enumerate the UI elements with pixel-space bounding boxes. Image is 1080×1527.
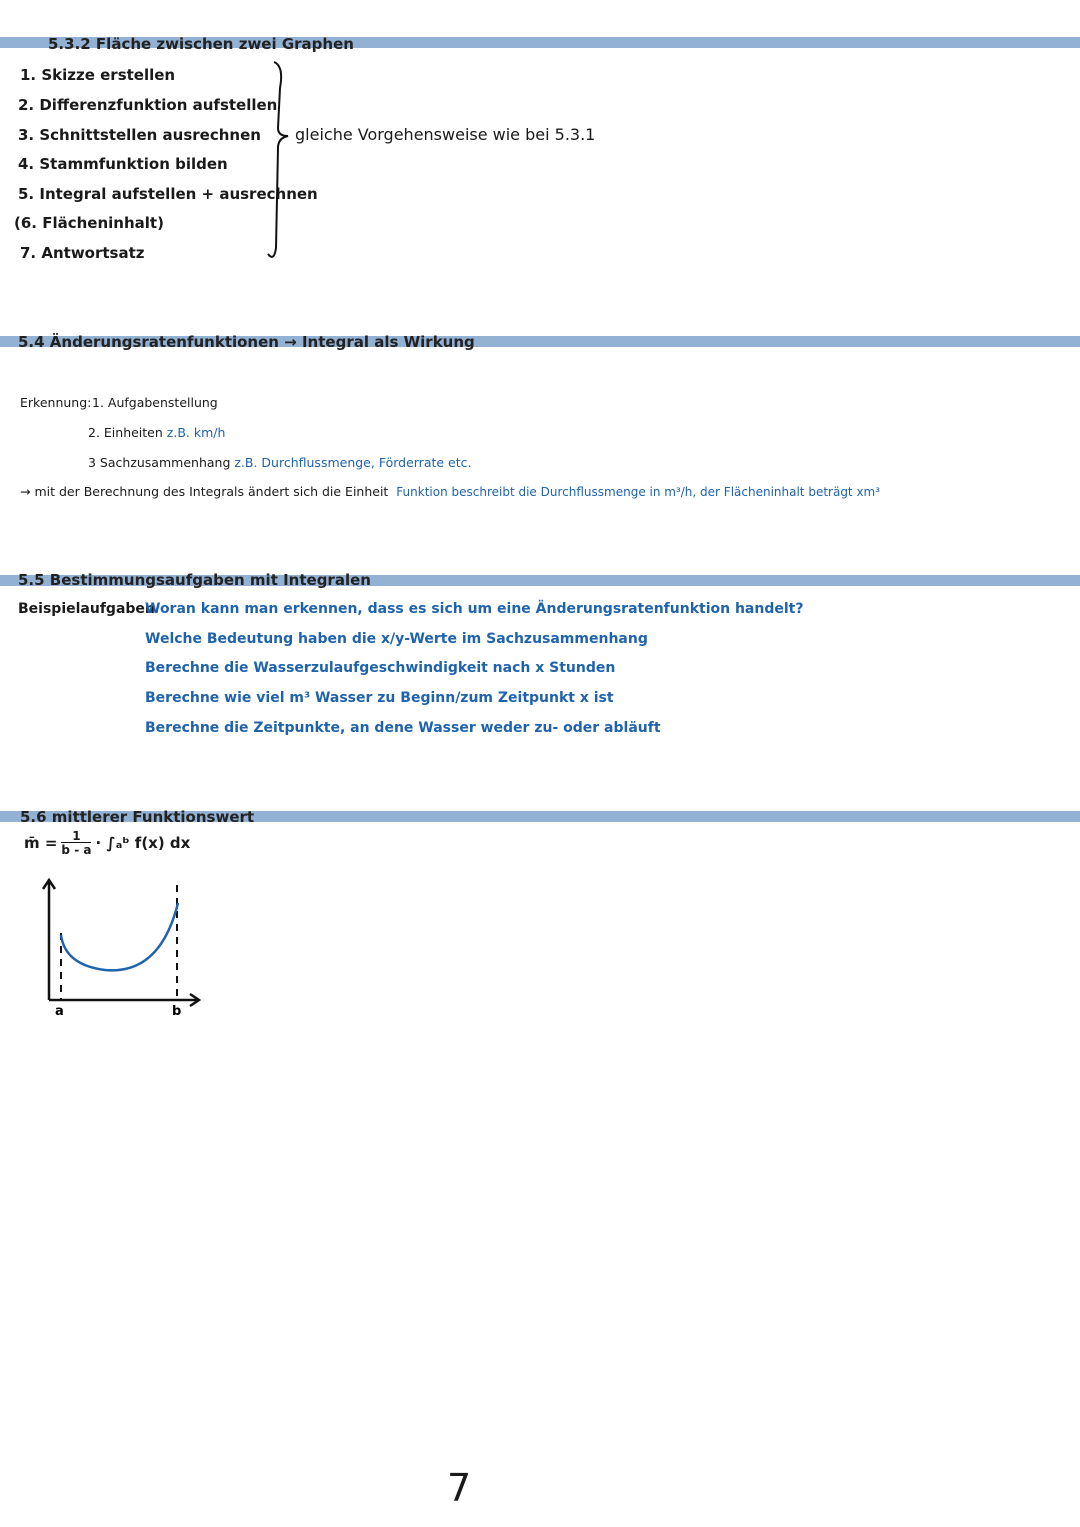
formula-denominator: b - a: [61, 843, 92, 857]
item-text: 2. Einheiten: [88, 425, 163, 440]
mean-value-formula: [24, 830, 190, 856]
curly-brace-icon: [262, 58, 292, 264]
section-title-54: 5.4 Änderungsratenfunktionen → Integral als Wirkung: [18, 333, 475, 351]
erkennung-label: Erkennung:: [20, 395, 92, 410]
question: Berechne die Zeitpunkte, an dene Wasser weder zu- oder abläuft: [145, 720, 661, 736]
axis-label-b: b: [172, 1004, 182, 1019]
item-example: z.B. Durchflussmenge, Förderrate etc.: [234, 455, 472, 470]
item-text: 1. Aufgabenstellung: [92, 395, 218, 410]
formula-integral: · ∫ₐᵇ f(x) dx: [95, 834, 191, 852]
page-number: 7: [447, 1466, 472, 1510]
item-example: z.B. km/h: [166, 425, 226, 440]
bound-lines: [61, 885, 177, 1000]
beispiel-label: Beispielaufgaben: [18, 601, 155, 617]
step: 3. Schnittstellen ausrechnen: [18, 126, 261, 144]
section-title-532: 5.3.2 Fläche zwischen zwei Graphen: [48, 35, 354, 53]
y-axis: [43, 880, 55, 1000]
brace-note: gleiche Vorgehensweise wie bei 5.3.1: [295, 125, 596, 144]
mean-value-sketch: [35, 875, 210, 1020]
function-curve: [61, 903, 178, 970]
formula-lhs: m̄ =: [24, 834, 58, 852]
section-title-56: 5.6 mittlerer Funktionswert: [20, 808, 255, 826]
step: 4. Stammfunktion bilden: [18, 155, 228, 173]
step: 5. Integral aufstellen + ausrechnen: [18, 185, 318, 203]
arrow-text: → mit der Berechnung des Integrals ändert sich die Einheit: [20, 484, 389, 499]
step: 1. Skizze erstellen: [20, 66, 176, 84]
step: (6. Flächeninhalt): [14, 214, 164, 232]
question: Berechne die Wasserzulaufgeschwindigkeit nach x Stunden: [145, 660, 616, 676]
step: 7. Antwortsatz: [20, 244, 145, 262]
section-title-55: 5.5 Bestimmungsaufgaben mit Integralen: [18, 571, 371, 589]
arrow-example: Funktion beschreibt die Durchflussmenge in m³/h, der Flächeninhalt beträgt xm³: [396, 485, 881, 499]
axis-label-a: a: [55, 1004, 64, 1019]
question: Welche Bedeutung haben die x/y-Werte im Sachzusammenhang: [145, 631, 648, 647]
item-text: 3 Sachzusammenhang: [88, 455, 231, 470]
formula-numerator: 1: [72, 829, 81, 843]
step: 2. Differenzfunktion aufstellen: [18, 96, 278, 114]
question: Woran kann man erkennen, dass es sich um eine Änderungsratenfunktion handelt?: [145, 601, 804, 617]
question: Berechne wie viel m³ Wasser zu Beginn/zum Zeitpunkt x ist: [145, 690, 614, 706]
